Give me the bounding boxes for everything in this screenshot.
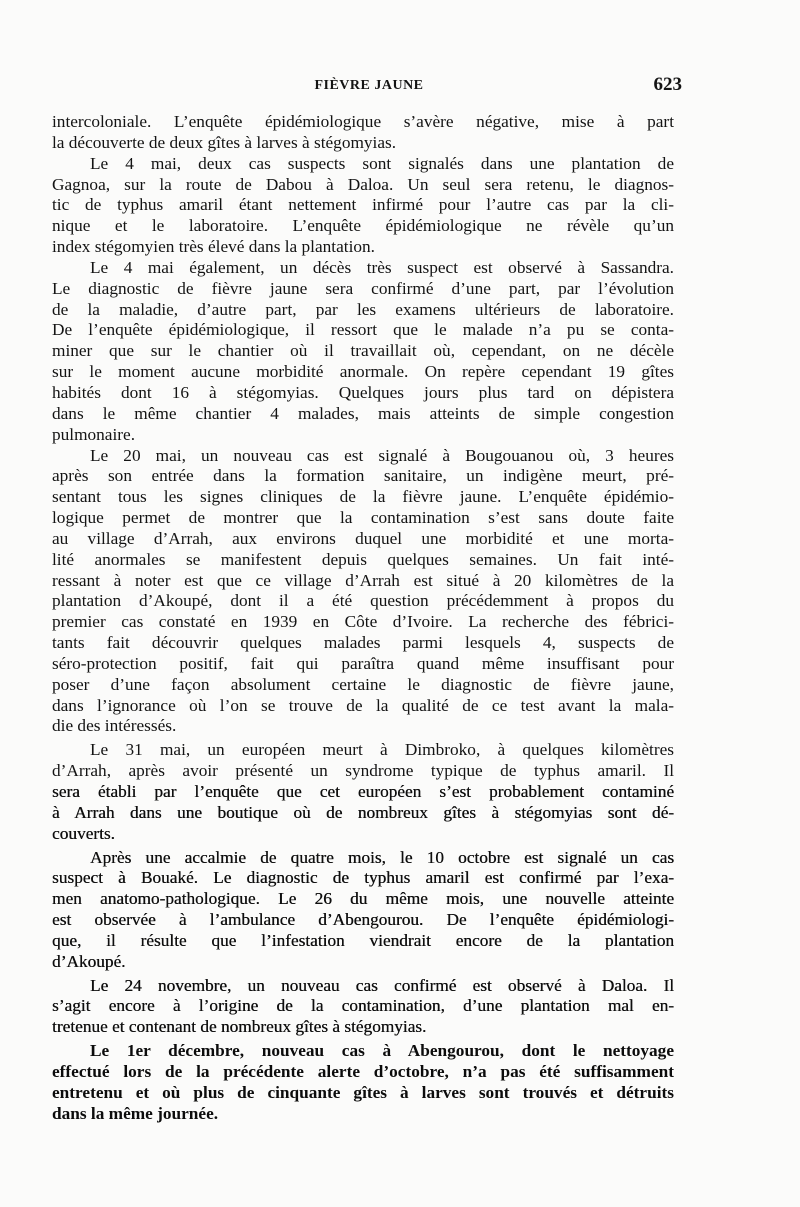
text-line: Le 24 novembre, un nouveau cas confirmé est observé à Daloa. Il (90, 975, 674, 995)
text-line: logique permet de montrer que la contamination s’est sans doute faite (52, 508, 674, 528)
text-line: Le 4 mai, deux cas suspects sont signalés dans une plantation de (90, 153, 674, 173)
text-line: effectué lors de la précédente alerte d’octobre, n’a pas été suffisamment (52, 1061, 674, 1081)
text-line: sentant tous les signes cliniques de la fièvre jaune. L’enquête épidémio- (52, 487, 674, 507)
text-line: intercoloniale. L’enquête épidémiologique s’avère négative, mise à part (52, 112, 674, 131)
text-line: dans l’ignorance où l’on se trouve de la qualité de ce test avant la mala- (52, 695, 674, 715)
text-line: d’Akoupé. (52, 951, 126, 971)
text-line: die des intéressés. (52, 716, 177, 736)
text-line: premier cas constaté en 1939 en Côte d’Ivoire. La recherche des fébrici- (52, 612, 674, 632)
text-line: tic de typhus amaril étant nettement infirmé pour l’autre cas par la cli- (52, 195, 674, 215)
text-line: ressant à noter est que ce village d’Arrah est situé à 20 kilomètres de la (52, 570, 674, 590)
text-line: tretenue et contenant de nombreux gîtes à stégomyias. (52, 1017, 427, 1037)
text-line: plantation d’Akoupé, dont il a été question précédemment à propos du (52, 591, 674, 611)
text-line: dans le même chantier 4 malades, mais atteints de simple congestion (52, 403, 674, 423)
page-number: 623 (653, 74, 682, 95)
text-line: d’Arrah, après avoir présenté un syndrome typique de typhus amaril. Il (52, 761, 674, 781)
text-line: Le diagnostic de fièvre jaune sera confirmé d’une part, par l’évolution (52, 278, 674, 298)
text-line: poser d’une façon absolument certaine le diagnostic de fièvre jaune, (52, 674, 674, 694)
text-line: sur le moment aucune morbidité anormale. On repère cependant 19 gîtes (52, 362, 674, 382)
text-line: men anatomo-pathologique. Le 26 du même mois, une nouvelle atteinte (52, 889, 674, 909)
text-line: tants fait découvrir quelques malades parmi lesquels 4, suspects de (52, 633, 674, 653)
text-line: suspect à Bouaké. Le diagnostic de typhus amaril est confirmé par l’exa- (52, 868, 674, 888)
text-line: habités dont 16 à stégomyias. Quelques jours plus tard on dépistera (52, 382, 674, 402)
page-header (0, 74, 800, 104)
text-line: est observée à l’ambulance d’Abengourou. De l’enquête épidémiologi- (52, 910, 674, 930)
text-line: index stégomyien très élevé dans la plantation. (52, 237, 375, 257)
text-line: Le 31 mai, un européen meurt à Dimbroko, à quelques kilomètres (90, 740, 674, 760)
text-line: après son entrée dans la formation sanitaire, un indigène meurt, pré- (52, 466, 674, 486)
text-line: au village d’Arrah, aux environs duquel une morbidité et une morta- (52, 528, 674, 548)
text-line: entretenu et où plus de cinquante gîtes à larves sont trouvés et détruits (52, 1082, 674, 1102)
text-line: Le 4 mai également, un décès très suspect est observé à Sassandra. (90, 257, 674, 277)
text-line: à Arrah dans une boutique où de nombreux gîtes à stégomyias sont dé- (52, 802, 674, 822)
text-line: Gagnoa, sur la route de Dabou à Daloa. Un seul sera retenu, le diagnos- (52, 174, 674, 194)
text-line: dans la même journée. (52, 1103, 219, 1123)
text-line: miner que sur le chantier où il travaillait où, cependant, on ne décèle (52, 341, 674, 361)
text-line: Le 1er décembre, nouveau cas à Abengourou, dont le nettoyage (90, 1041, 674, 1061)
text-line: couverts. (52, 823, 115, 843)
text-line: Après une accalmie de quatre mois, le 10 octobre est signalé un cas (90, 847, 674, 867)
text-line: la découverte de deux gîtes à larves à stégomyias. (52, 132, 397, 152)
text-line: Le 20 mai, un nouveau cas est signalé à Bougouanou où, 3 heures (90, 445, 674, 465)
running-title: FIÈVRE JAUNE (314, 78, 424, 93)
text-line: s’agit encore à l’origine de la contamination, d’une plantation mal en- (52, 996, 674, 1016)
text-line: nique et le laboratoire. L’enquête épidémiologique ne révèle qu’un (52, 216, 674, 236)
text-line: pulmonaire. (52, 424, 136, 444)
body-text (52, 112, 674, 1125)
text-line: séro-protection positif, fait qui paraîtra quand même insuffisant pour (52, 653, 674, 673)
text-line: de la maladie, d’autre part, par les examens ultérieurs de laboratoire. (52, 299, 674, 319)
text-line: De l’enquête épidémiologique, il ressort que le malade n’a pu se conta- (52, 320, 674, 340)
text-line: lité anormales se manifestent depuis quelques semaines. Un fait inté- (52, 549, 674, 569)
text-line: que, il résulte que l’infestation viendrait encore de la plantation (52, 930, 674, 950)
text-line: sera établi par l’enquête que cet européen s’est probablement contaminé (52, 782, 674, 801)
